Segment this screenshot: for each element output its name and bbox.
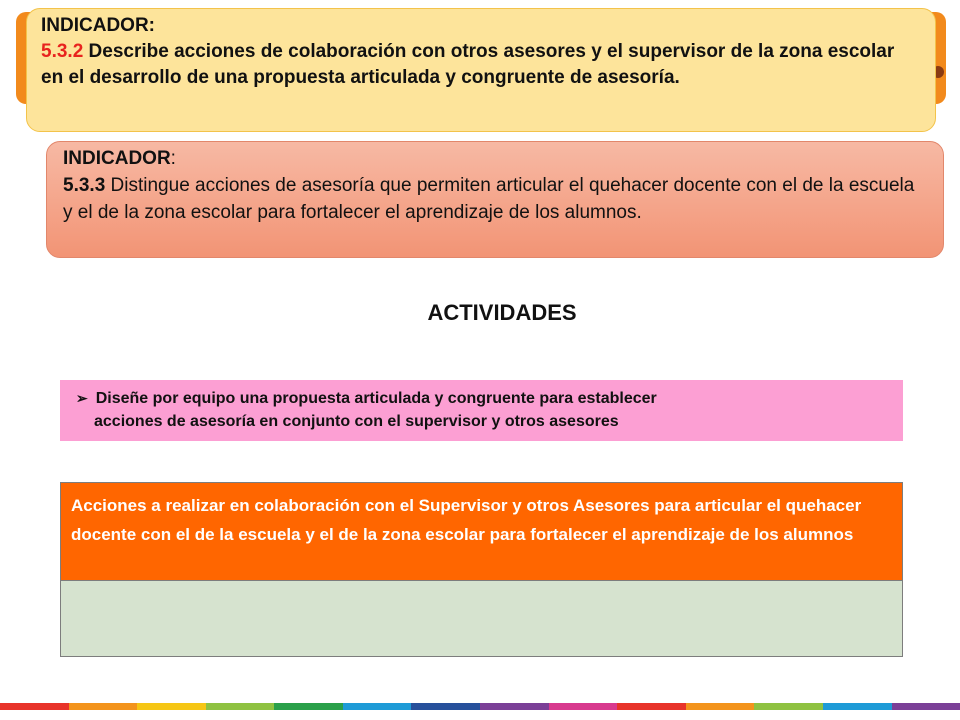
footer-stripe-segment [274,703,343,710]
footer-stripe-segment [480,703,549,710]
indicator-text: Describe acciones de colaboración con otros asesores y el supervisor de la zona escolar en el desarrollo de una propuesta articulada y congruente de asesoría. [41,41,895,88]
indicator-label: INDICADOR [63,148,171,169]
indicator-label-colon: : [170,148,176,169]
footer-stripe-segment [206,703,275,710]
indicator-text: Distingue acciones de asesoría que permiten articular el quehacer docente con el de la escuela y el de la zona escolar para fortalecer el aprendizaje de los alumnos. [63,175,915,223]
indicator-code: 5.3.2 [41,41,84,62]
actions-table-empty-cell[interactable] [61,581,902,656]
footer-stripe-segment [137,703,206,710]
footer-stripe-segment [686,703,755,710]
indicator-box-533 [46,141,944,258]
indicator-label: INDICADOR: [41,15,155,36]
indicator-box-532 [26,8,936,132]
footer-stripe-segment [411,703,480,710]
activity-box [60,380,903,441]
activities-title: ACTIVIDADES [427,300,577,325]
footer-stripe-segment [549,703,618,710]
footer-stripe-segment [617,703,686,710]
footer-color-stripe [0,703,960,710]
actions-table [60,482,903,657]
footer-stripe-segment [0,703,69,710]
activity-line-1: Diseñe por equipo una propuesta articulada y congruente para establecer [95,390,657,407]
actions-table-header: Acciones a realizar en colaboración con el Supervisor y otros Asesores para articular el quehacer docente con el de la escuela y el de la zona escolar para fortalecer el aprendizaje de los alumnos [61,483,902,581]
footer-stripe-segment [823,703,892,710]
footer-stripe-segment [343,703,412,710]
indicator-code: 5.3.3 [63,175,106,196]
activity-line-2: acciones de asesoría en conjunto con el supervisor y otros asesores [94,413,619,430]
footer-stripe-segment [892,703,960,710]
footer-stripe-segment [69,703,138,710]
arrow-bullet-icon: ➢ [76,390,88,406]
footer-stripe-segment [754,703,823,710]
